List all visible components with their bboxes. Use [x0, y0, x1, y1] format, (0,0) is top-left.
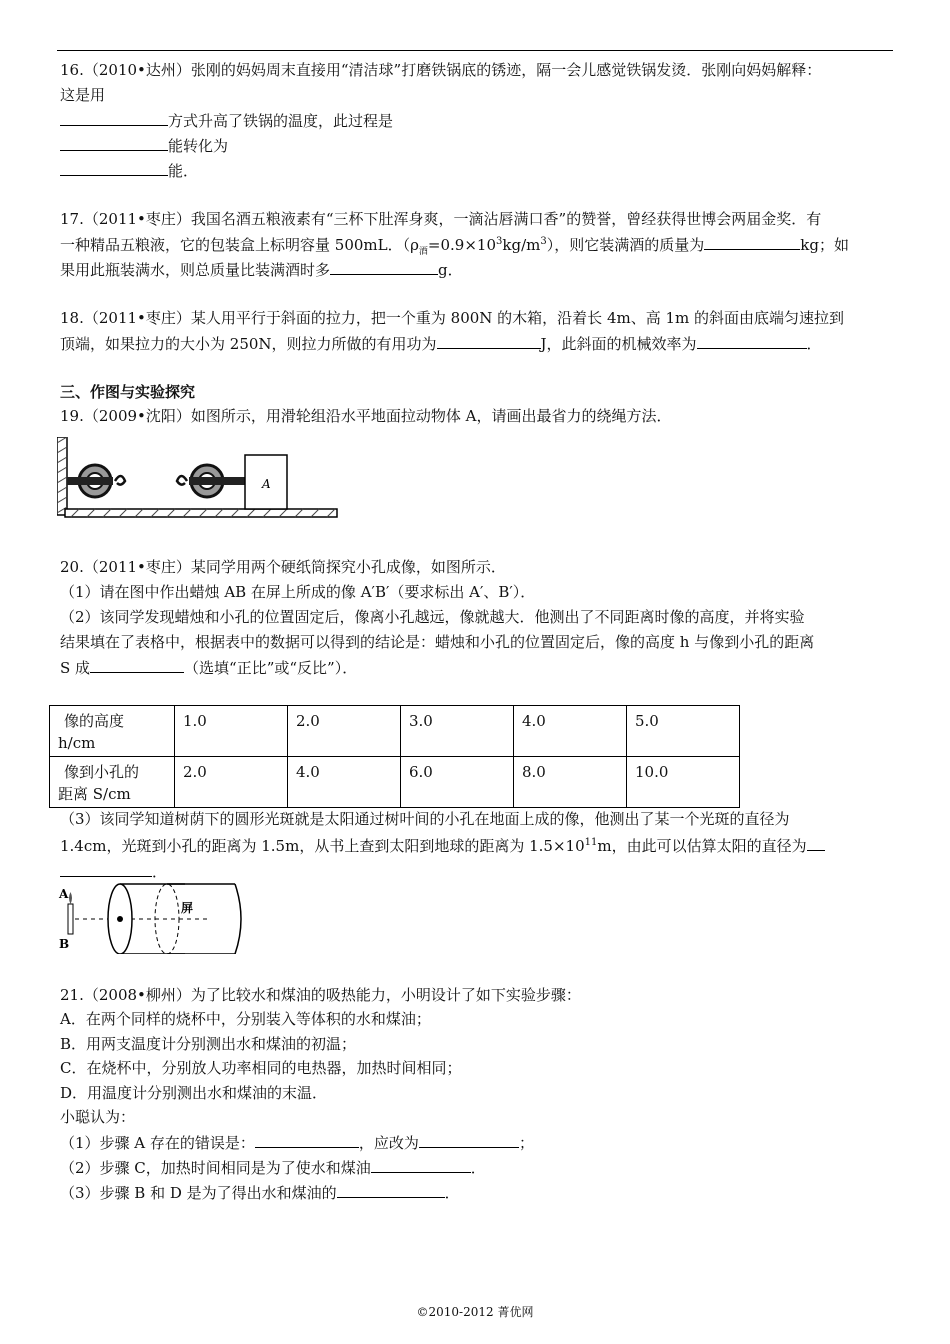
table-cell: 6.0 — [401, 757, 514, 808]
answer-blank[interactable] — [697, 332, 807, 349]
q21-step-b: B．用两支温度计分别测出水和煤油的初温； — [60, 1035, 357, 1053]
answer-blank[interactable] — [60, 159, 168, 176]
table-cell: 4.0 — [514, 706, 627, 757]
answer-blank[interactable] — [337, 1181, 445, 1198]
top-rule — [57, 50, 893, 51]
table-row — [50, 706, 740, 757]
q18-line1: 18.（2011•枣庄）某人用平行于斜面的拉力，把一个重为 800N 的木箱，沿着长 4m、高 1m 的斜面由底端匀速拉到 — [60, 309, 845, 327]
q18-line2: 顶端，如果拉力的大小为 250N，则拉力所做的有用功为 J，此斜面的机械效率为 ． — [60, 332, 822, 355]
section-heading: 三、作图与实验探究 — [60, 383, 196, 401]
q21-step-c: C．在烧杯中，分别放人功率相同的电热器，加热时间相同； — [60, 1059, 462, 1077]
pinhole-figure — [57, 882, 247, 954]
row-header: 像的高度 h/cm — [50, 706, 175, 757]
table-cell: 2.0 — [175, 757, 288, 808]
table-cell: 5.0 — [627, 706, 740, 757]
label-screen: 屏 — [181, 901, 194, 915]
q16-line3: 方式升高了铁锅的温度，此过程是 — [60, 109, 393, 132]
q17-line2: 一种精品五粮液，它的包装盒上标明容量 500mL．$(\rho_酒=0.9\times 10^3kg/m^3)$，则它装满酒的质量为 kg；如 — [60, 233, 849, 256]
answer-blank[interactable] — [60, 134, 168, 151]
table-cell: 3.0 — [401, 706, 514, 757]
q17-line1: 17.（2011•枣庄）我国名酒五粮液素有“三杯下肚浑身爽，一滴沾唇满口香”的赞誉，曾经获得世博会两届金奖．有 — [60, 210, 822, 228]
answer-blank[interactable] — [807, 834, 825, 851]
q21-sub3: （3）步骤 B 和 D 是为了得出水和煤油的 ． — [60, 1181, 460, 1204]
q17-line3: 果用此瓶装满水，则总质量比装满酒时多 g． — [60, 258, 463, 281]
q20-line1: 20.（2011•枣庄）某同学用两个硬纸筒探究小孔成像，如图所示． — [60, 558, 506, 576]
table-cell: 10.0 — [627, 757, 740, 808]
table-row — [50, 757, 740, 808]
answer-blank[interactable] — [60, 860, 152, 877]
answer-blank[interactable] — [60, 109, 168, 126]
q21-line1: 21.（2008•柳州）为了比较水和煤油的吸热能力，小明设计了如下实验步骤： — [60, 986, 581, 1004]
answer-blank[interactable] — [419, 1131, 519, 1148]
q20-line5: S 成 （选填“正比”或“反比”）． — [60, 656, 357, 679]
q20-line6: （3）该同学知道树荫下的圆形光斑就是太阳通过树叶间的小孔在地面上成的像，他测出了某一个光斑的直径为 — [60, 810, 790, 828]
table-cell: 8.0 — [514, 757, 627, 808]
answer-blank[interactable] — [704, 233, 800, 250]
page-footer: ©2010-2012 菁优网 — [416, 1305, 534, 1319]
answer-blank[interactable] — [255, 1131, 359, 1148]
label-b: B — [59, 937, 70, 951]
q21-step-d: D．用温度计分别测出水和煤油的末温． — [60, 1084, 328, 1102]
pulley-figure — [57, 437, 339, 523]
box-label: A — [262, 477, 271, 491]
q21-step-a: A．在两个同样的烧杯中，分别装入等体积的水和煤油； — [60, 1010, 431, 1028]
q16-line2: 这是用 — [60, 86, 106, 104]
q19-line1: 19.（2009•沈阳）如图所示，用滑轮组沿水平地面拉动物体 A，请画出最省力的绕绳方法． — [60, 407, 672, 425]
q16-line1: 16.（2010•达州）张刚的妈妈周末直接用“清洁球”打磨铁锅底的锈迹，隔一会儿感觉铁锅发烫．张刚向妈妈解释： — [60, 61, 822, 79]
data-table — [49, 705, 740, 808]
q21-comment: 小聪认为： — [60, 1108, 136, 1126]
q16-line4: 能转化为 — [60, 134, 228, 157]
label-a: A — [59, 887, 69, 901]
answer-blank[interactable] — [371, 1156, 471, 1173]
q20-line8: ． — [60, 860, 167, 883]
q20-line2: （1）请在图中作出蜡烛 AB 在屏上所成的像 A′B′（要求标出 A′、B′）． — [60, 583, 536, 601]
q20-line4: 结果填在了表格中，根据表中的数据可以得到的结论是：蜡烛和小孔的位置固定后，像的高度 h 与像到小孔的距离 — [60, 633, 815, 651]
q20-line3: （2）该同学发现蜡烛和小孔的位置固定后，像离小孔越远，像就越大．他测出了不同距离时像的高度，并将实验 — [60, 608, 805, 626]
table-cell: 4.0 — [288, 757, 401, 808]
answer-blank[interactable] — [90, 656, 184, 673]
q16-line5: 能． — [60, 159, 198, 182]
row-header: 像到小孔的 距离 S/cm — [50, 757, 175, 808]
table-cell: 1.0 — [175, 706, 288, 757]
table-cell: 2.0 — [288, 706, 401, 757]
q21-sub2: （2）步骤 C，加热时间相同是为了使水和煤油 ． — [60, 1156, 486, 1179]
answer-blank[interactable] — [330, 258, 438, 275]
q21-sub1: （1）步骤 A 存在的错误是： ，应改为 ； — [60, 1131, 534, 1154]
answer-blank[interactable] — [437, 332, 541, 349]
q20-line7: 1.4cm，光斑到小孔的距离为 1.5m，从书上查到太阳到地球的距离为 $1.5\times 10^{11}m$，由此可以估算太阳的直径为 — [60, 834, 825, 857]
